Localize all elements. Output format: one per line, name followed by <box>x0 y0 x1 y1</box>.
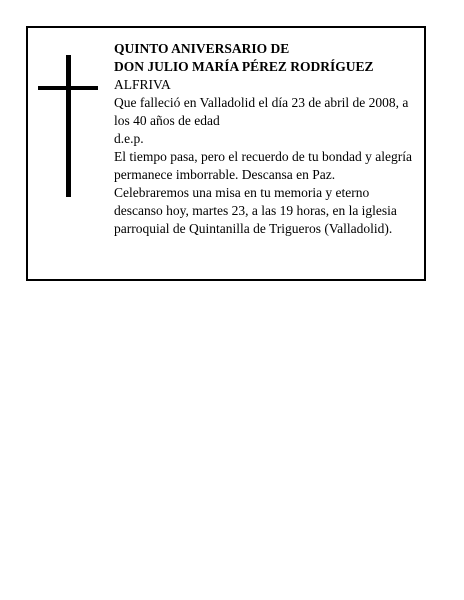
notice-message: El tiempo pasa, pero el recuerdo de tu bondad y alegría permanece imborrable. Descansa en Paz. <box>114 149 413 182</box>
cross-vertical-bar <box>66 55 71 197</box>
obituary-notice <box>26 26 426 281</box>
notice-nickname: ALFRIVA <box>114 77 171 92</box>
notice-text-block <box>114 40 420 238</box>
cross-horizontal-bar <box>38 86 98 90</box>
notice-mass-info: Celebraremos una misa en tu memoria y eterno descanso hoy, martes 23, a las 19 horas, en la iglesia parroquial de Quintanilla de Trigueros (Valladolid). <box>114 185 397 236</box>
notice-title-line2: DON JULIO MARÍA PÉREZ RODRÍGUEZ <box>114 59 374 74</box>
notice-rip: d.e.p. <box>114 131 144 146</box>
notice-death-info: Que falleció en Valladolid el día 23 de abril de 2008, a los 40 años de edad <box>114 95 409 128</box>
notice-title-line1: QUINTO ANIVERSARIO DE <box>114 41 290 56</box>
